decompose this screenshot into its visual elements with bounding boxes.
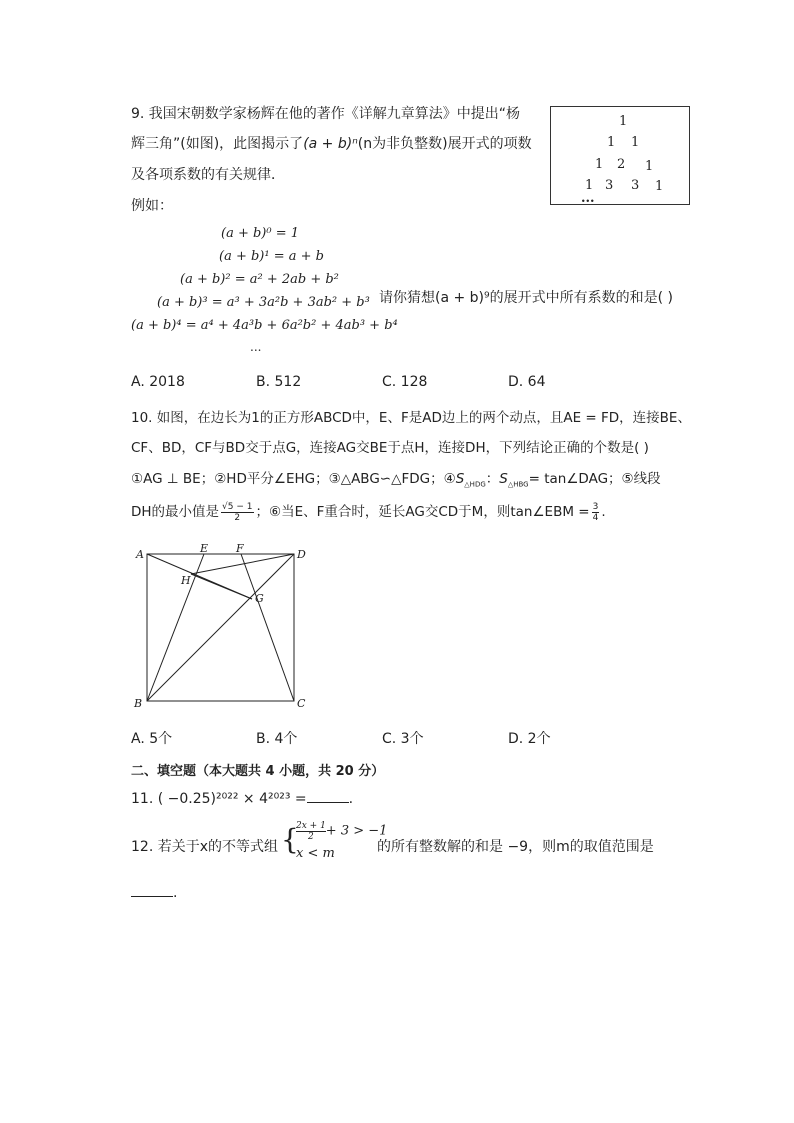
segment-cf	[241, 554, 294, 701]
q9-line2	[131, 133, 532, 153]
eq-2: (a + b)² = a² + 2ab + b²	[180, 272, 339, 287]
q12-ineq1-rest: + 3 > −1	[325, 823, 388, 839]
tri-r3-1: 1	[595, 157, 604, 172]
q10-option-c: C. 3个	[382, 731, 424, 747]
eq-1: (a + b)¹ = a + b	[219, 249, 324, 264]
q10-line4	[131, 500, 606, 523]
q12-prefix: 12. 若关于x的不等式组	[131, 839, 278, 855]
area-hbg: S	[499, 471, 508, 487]
q9-guess: 请你猜想(a + b)⁹的展开式中所有系数的和是( )	[379, 290, 674, 306]
q10-option-d: D. 2个	[508, 731, 551, 747]
tri-r3-2: 2	[617, 157, 626, 172]
frac-3-den: 4	[592, 512, 599, 523]
q12-frac-den: 2	[308, 832, 314, 842]
label-b: B	[134, 697, 143, 710]
square-figure	[130, 540, 320, 715]
area-hdg: S	[455, 471, 465, 487]
q10-option-a: A. 5个	[131, 731, 173, 747]
tri-r2-1: 1	[607, 135, 616, 150]
q9-line2-text-a: 辉三角”(如图)，此图揭示了	[131, 136, 304, 152]
frac-sqrt5-den: 2	[234, 512, 241, 523]
q11-period: .	[348, 791, 354, 807]
tri-ellipsis: ...	[581, 191, 595, 206]
q12-ineq1	[296, 821, 387, 842]
q10-line4-b: ；⑥当E、F重合时，延长AG交CD于M，则tan∠EBM =	[255, 504, 590, 520]
q12-brace: {	[281, 823, 299, 856]
q9-option-b: B. 512	[256, 374, 302, 390]
q10-line3-a: ①AG ⊥ BE；②HD平分∠EHG；③△ABG∽△FDG；④	[131, 471, 456, 487]
q9-example-label: 例如：	[131, 198, 173, 214]
q9-line2-text-b: (n为非负整数)展开式的项数	[357, 136, 532, 152]
tri-r4-2: 3	[605, 178, 614, 193]
section-heading: 二、填空题（本大题共 4 小题，共 20 分）	[131, 764, 385, 779]
q11	[131, 790, 353, 807]
label-e: E	[200, 542, 209, 555]
q10-option-b: B. 4个	[256, 731, 298, 747]
q9-option-d: D. 64	[508, 374, 546, 390]
eq-ellipsis: ...	[250, 340, 262, 354]
q11-text: 11. ( −0.25)²⁰²² × 4²⁰²³ =	[131, 791, 307, 807]
q12-answer-blank	[131, 884, 173, 897]
frac-sqrt5-num: √5 − 1	[222, 501, 253, 512]
tri-r4-1: 1	[585, 178, 594, 193]
q12-frac	[296, 821, 326, 842]
tri-r3-3: 1	[645, 159, 654, 174]
tri-r4-3: 3	[631, 178, 640, 193]
q12-frac-num: 2x + 1	[296, 821, 326, 831]
label-g: G	[255, 592, 264, 605]
tri-r1: 1	[619, 114, 628, 129]
pascal-triangle-box	[550, 106, 690, 205]
segment-bd	[147, 554, 294, 701]
q10-line4-a: DH的最小值是	[131, 504, 220, 520]
q9-line3: 及各项系数的有关规律．	[131, 167, 285, 183]
area-colon: ：	[485, 471, 500, 487]
q12-period: .	[173, 885, 178, 901]
q10-line2: CF、BD，CF与BD交于点G，连接AG交BE于点H，连接DH，下列结论正确的个数是( )	[131, 440, 649, 456]
frac-sqrt5	[221, 502, 253, 523]
frac-3-num: 3	[592, 501, 599, 512]
label-c: C	[297, 697, 306, 710]
q10-line4-c: .	[601, 504, 606, 520]
q10-line1: 10. 如图，在边长为1的正方形ABCD中，E、F是AD边上的两个动点，且AE = FD，连接BE、	[131, 410, 691, 426]
q9-line1: 9. 我国宋朝数学家杨辉在他的著作《详解九章算法》中提出“杨	[131, 106, 521, 122]
label-f: F	[236, 542, 244, 555]
tri-r2-2: 1	[631, 135, 640, 150]
q9-option-a: A. 2018	[131, 374, 185, 390]
eq-3: (a + b)³ = a³ + 3a²b + 3ab² + b³	[157, 295, 370, 310]
q9-line2-math: (a + b)ⁿ	[303, 136, 358, 152]
eq-4: (a + b)⁴ = a⁴ + 4a³b + 6a²b² + 4ab³ + b⁴	[131, 318, 398, 333]
label-h: H	[181, 574, 191, 587]
area-hbg-sub: △HBG	[507, 480, 529, 489]
tri-r4-4: 1	[655, 179, 664, 194]
label-a: A	[136, 548, 144, 561]
segment-hg	[191, 574, 252, 599]
q12-ineq2: x < m	[296, 846, 335, 861]
q12-answer-line	[131, 884, 177, 901]
q9-option-c: C. 128	[382, 374, 428, 390]
q12-suffix: 的所有整数解的和是 −9，则m的取值范围是	[377, 839, 654, 855]
area-hdg-sub: △HDG	[464, 480, 486, 489]
q11-answer-blank	[307, 790, 349, 803]
q10-line3	[131, 467, 661, 489]
frac-three-quarters	[592, 502, 600, 523]
eq-0: (a + b)⁰ = 1	[221, 226, 300, 241]
q10-line3-b: = tan∠DAG；⑤线段	[528, 471, 661, 487]
label-d: D	[297, 548, 306, 561]
